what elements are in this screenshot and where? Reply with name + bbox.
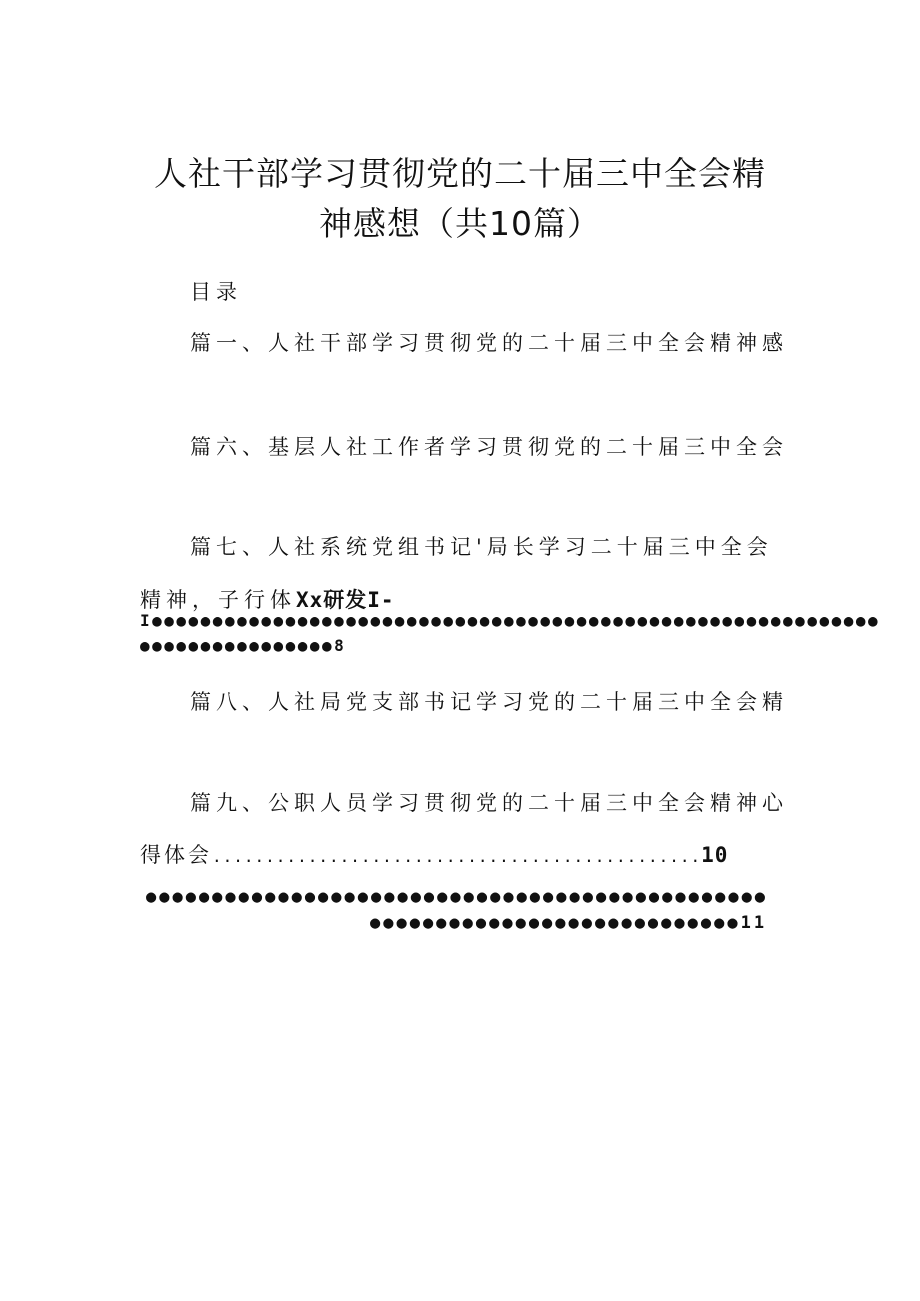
toc-entry-8[interactable]: 篇八、人社局党支部书记学习党的二十届三中全会精	[190, 690, 788, 714]
toc-heading: 目录	[190, 280, 242, 304]
toc-entry-9-continuation-text: 得体会	[140, 843, 212, 867]
dot-leader: ●●●●●●●●●●●●●●●●●●●●●●●●●●●●●●●●●●●●●●●●●●●●●●●	[146, 887, 769, 907]
toc-entry-7[interactable]: 篇七、人社系统党组书记'局长学习二十届三中全会	[190, 535, 773, 559]
trailing-leader-line-1	[146, 887, 786, 907]
dot-leader: ●●●●●●●●●●●●●●●●●●●●●●●●●●●●	[370, 913, 741, 933]
toc-entry-9[interactable]: 篇九、公职人员学习贯彻党的二十届三中全会精神心	[190, 791, 788, 815]
toc-entry-9-page-number: 10	[701, 843, 729, 867]
trailing-leader-line-2	[370, 913, 790, 933]
document-title-line-2: 神感想（共10篇）	[319, 204, 601, 243]
toc-entry-7-page-number: 8	[334, 636, 347, 655]
dot-leader: ●●●●●●●●●●●●●●●●●●●●●●●●●●●●●●●●●●●●●●●●●●●●●●●●●●●●●●●●●●●●	[152, 611, 881, 630]
trailing-page-number: 11	[740, 913, 768, 933]
toc-entry-6[interactable]: 篇六、基层人社工作者学习贯彻党的二十届三中全会	[190, 435, 788, 459]
toc-entry-9-continuation	[140, 839, 728, 869]
toc-entry-7-leader-prefix: I	[140, 611, 153, 630]
dot-leader: ●●●●●●●●●●●●●●●●	[140, 636, 335, 655]
toc-entry-9-dot-leader: ..............................................	[212, 847, 702, 866]
toc-entry-7-continuation-text: 精神，子行体	[140, 588, 296, 612]
toc-entry-7-continuation	[140, 584, 395, 614]
document-title-line-1: 人社干部学习贯彻党的二十届三中全会精	[154, 154, 766, 193]
toc-entry-1[interactable]: 篇一、人社干部学习贯彻党的二十届三中全会精神感	[190, 331, 788, 355]
toc-entry-7-continuation-tail: Xx研发I-	[296, 588, 395, 612]
toc-entry-7-leader-line-1	[140, 611, 881, 630]
toc-entry-7-leader-line-2	[140, 636, 370, 655]
